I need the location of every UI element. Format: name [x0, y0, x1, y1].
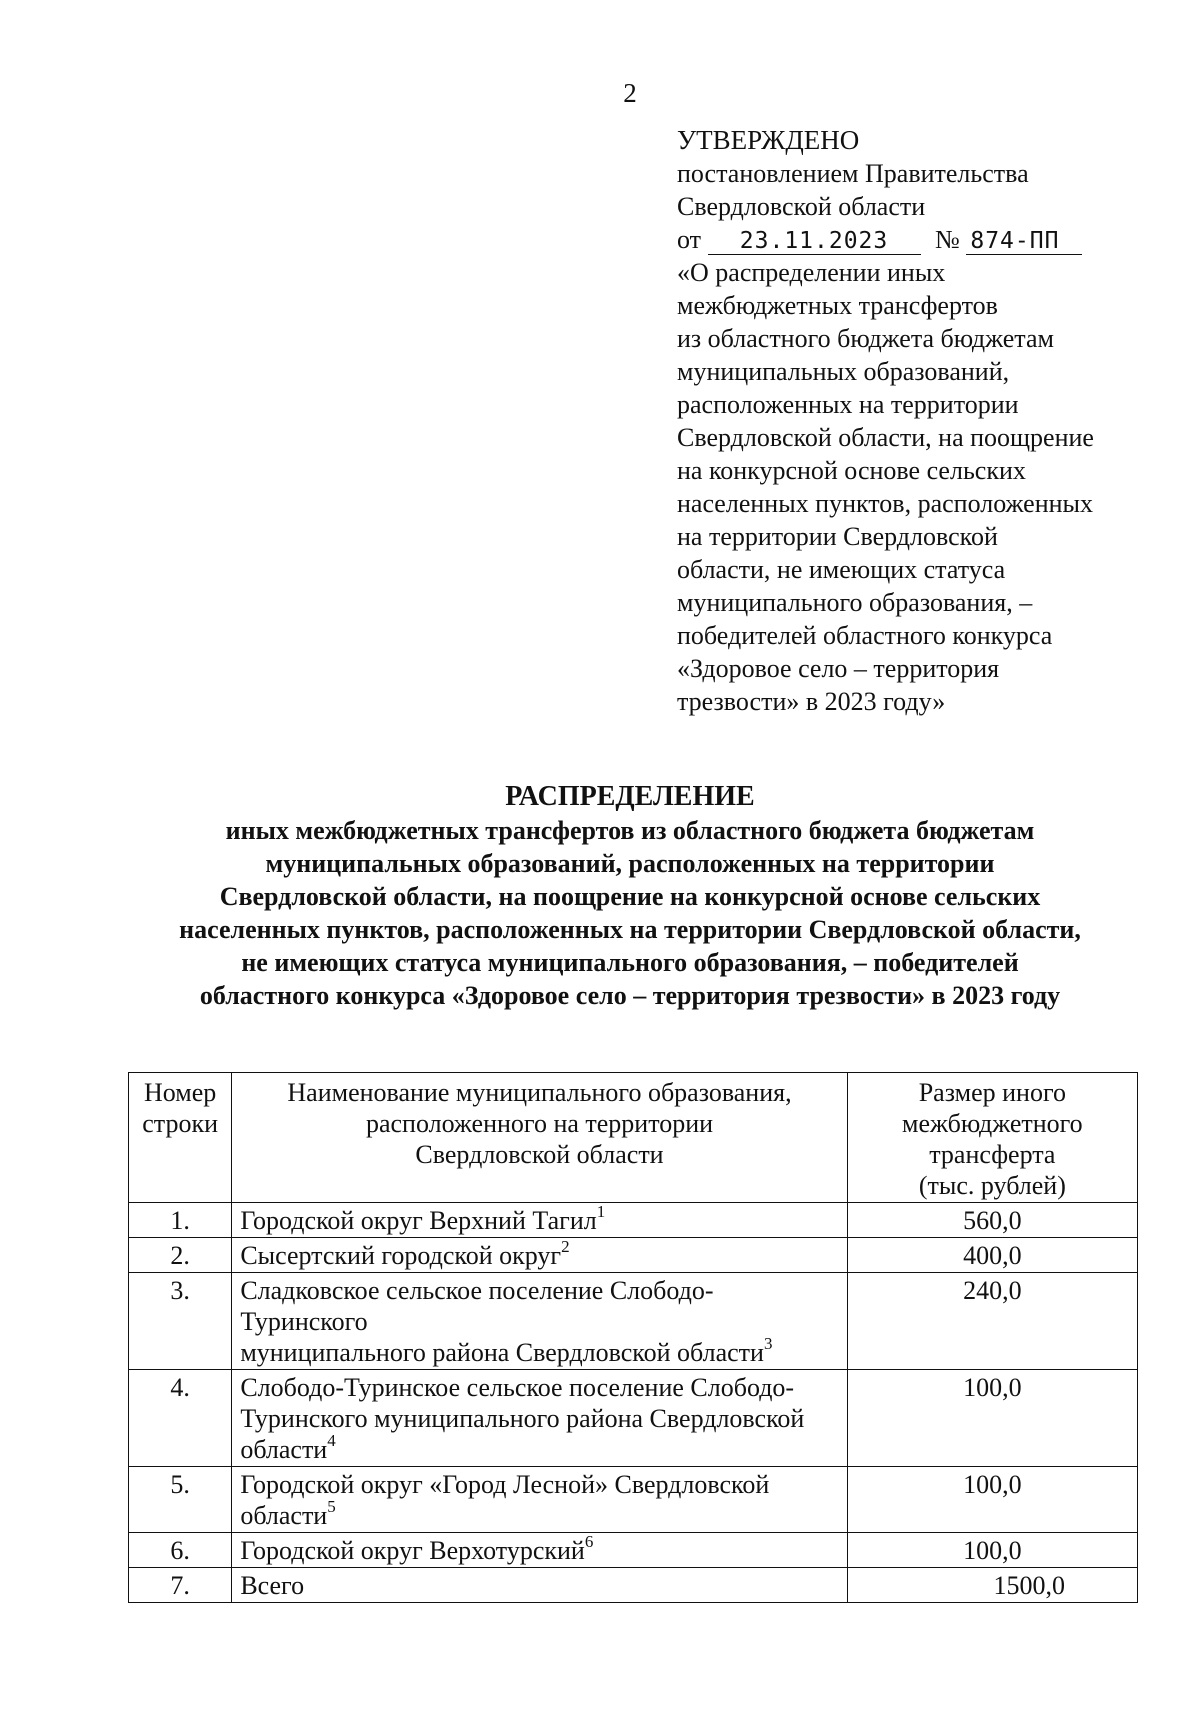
approval-title-line: «О распределении иных [677, 258, 946, 287]
footnote-marker: 4 [327, 1431, 336, 1451]
heading-line: иных межбюджетных трансфертов из областного бюджета бюджетам [225, 816, 1035, 845]
heading-title: РАСПРЕДЕЛЕНИЕ [505, 781, 755, 812]
approval-title-line: победителей областного конкурса [677, 621, 1053, 650]
name-line: Сысертский городской округ [240, 1241, 562, 1270]
approval-title-line: области, не имеющих статуса [677, 555, 1006, 584]
header-text: межбюджетного [902, 1109, 1083, 1138]
total-amount: 1500,0 [847, 1568, 1137, 1603]
transfer-amount: 100,0 [847, 1533, 1137, 1568]
date-prefix: от [677, 225, 702, 254]
heading-line: не имеющих статуса муниципального образования, – победителей [241, 948, 1019, 977]
row-number: 7. [129, 1568, 232, 1603]
footnote-marker: 3 [763, 1334, 773, 1354]
municipality-name [232, 1467, 847, 1533]
municipality-name [232, 1238, 847, 1273]
approval-line-1: постановлением Правительства [677, 159, 1029, 188]
name-line: Городской округ Верхотурский [240, 1536, 585, 1565]
approval-title-line: межбюджетных трансфертов [677, 291, 998, 320]
approval-title-line: Свердловской области, на поощрение [677, 423, 1094, 452]
header-municipality [232, 1073, 847, 1203]
heading-line: муниципальных образований, расположенных на территории [265, 849, 995, 878]
municipality-name [232, 1273, 847, 1370]
name-line: муниципального района Свердловской области [240, 1338, 764, 1367]
header-row-number [129, 1073, 232, 1203]
approval-title-line: трезвости» в 2023 году» [677, 687, 946, 716]
approval-title-line: муниципальных образований, [677, 357, 1010, 386]
footnote-marker: 6 [584, 1532, 594, 1552]
approval-title-line: на конкурсной основе сельских [677, 456, 1026, 485]
document-heading [0, 780, 1200, 1012]
header-amount [847, 1073, 1137, 1203]
footnote-marker: 2 [561, 1237, 570, 1257]
name-line: Городской округ Верхний Тагил [240, 1206, 597, 1235]
table-row [129, 1467, 1138, 1533]
approval-title-line: населенных пунктов, расположенных [677, 489, 1094, 518]
name-line: Городской округ «Город Лесной» Свердловской [240, 1470, 770, 1499]
heading-line: областного конкурса «Здоровое село – территория трезвости» в 2023 году [199, 981, 1061, 1010]
approval-title-line: из областного бюджета бюджетам [677, 324, 1054, 353]
name-line: Сладковское сельское поселение Слободо-Туринского [240, 1276, 714, 1336]
row-number: 3. [129, 1273, 232, 1370]
approval-line-2: Свердловской области [677, 192, 926, 221]
page-number: 2 [623, 78, 637, 108]
transfer-amount: 560,0 [847, 1203, 1137, 1238]
header-text: Номер [144, 1078, 217, 1107]
row-number: 5. [129, 1467, 232, 1533]
name-line: области [240, 1435, 328, 1464]
transfer-amount: 400,0 [847, 1238, 1137, 1273]
resolution-number: 874-ПП [966, 228, 1082, 255]
approval-title-line: муниципального образования, – [677, 588, 1033, 617]
table-row [129, 1238, 1138, 1273]
table-header-row [129, 1073, 1138, 1203]
approval-block [677, 124, 1197, 718]
total-label: Всего [232, 1568, 847, 1603]
footnote-marker: 5 [327, 1497, 336, 1517]
table-row-total [129, 1568, 1138, 1603]
header-text: Наименование муниципального образования, [287, 1078, 792, 1107]
approval-date-line [677, 223, 1197, 256]
municipality-name [232, 1533, 847, 1568]
table-row [129, 1273, 1138, 1370]
transfer-amount: 100,0 [847, 1370, 1137, 1467]
row-number: 4. [129, 1370, 232, 1467]
approval-title-line: расположенных на территории [677, 390, 1019, 419]
header-text: строки [142, 1109, 219, 1138]
heading-line: населенных пунктов, расположенных на территории Свердловской области, [179, 915, 1081, 944]
row-number: 1. [129, 1203, 232, 1238]
table-row [129, 1203, 1138, 1238]
row-number: 2. [129, 1238, 232, 1273]
transfer-amount: 240,0 [847, 1273, 1137, 1370]
approval-title-line: «Здоровое село – территория [677, 654, 1000, 683]
header-text: расположенного на территории [365, 1109, 714, 1138]
header-text: Свердловской области [415, 1140, 664, 1169]
row-number: 6. [129, 1533, 232, 1568]
footnote-marker: 1 [596, 1202, 606, 1222]
table-row [129, 1370, 1138, 1467]
number-prefix: № [935, 225, 960, 254]
resolution-date: 23.11.2023 [708, 228, 921, 255]
approval-title-line: на территории Свердловской [677, 522, 998, 551]
name-line: Слободо-Туринское сельское поселение Слободо- [240, 1373, 795, 1402]
header-text: (тыс. рублей) [918, 1171, 1066, 1200]
municipality-name [232, 1370, 847, 1467]
transfer-amount: 100,0 [847, 1467, 1137, 1533]
approval-stamp: УТВЕРЖДЕНО [677, 125, 860, 155]
approval-title [677, 256, 1197, 718]
municipality-name [232, 1203, 847, 1238]
distribution-table [128, 1072, 1138, 1603]
name-line: Туринского муниципального района Свердловской [240, 1404, 805, 1433]
header-text: Размер иного [918, 1078, 1066, 1107]
header-text: трансферта [929, 1140, 1056, 1169]
name-line: области [240, 1501, 328, 1530]
table-row [129, 1533, 1138, 1568]
heading-line: Свердловской области, на поощрение на конкурсной основе сельских [219, 882, 1041, 911]
